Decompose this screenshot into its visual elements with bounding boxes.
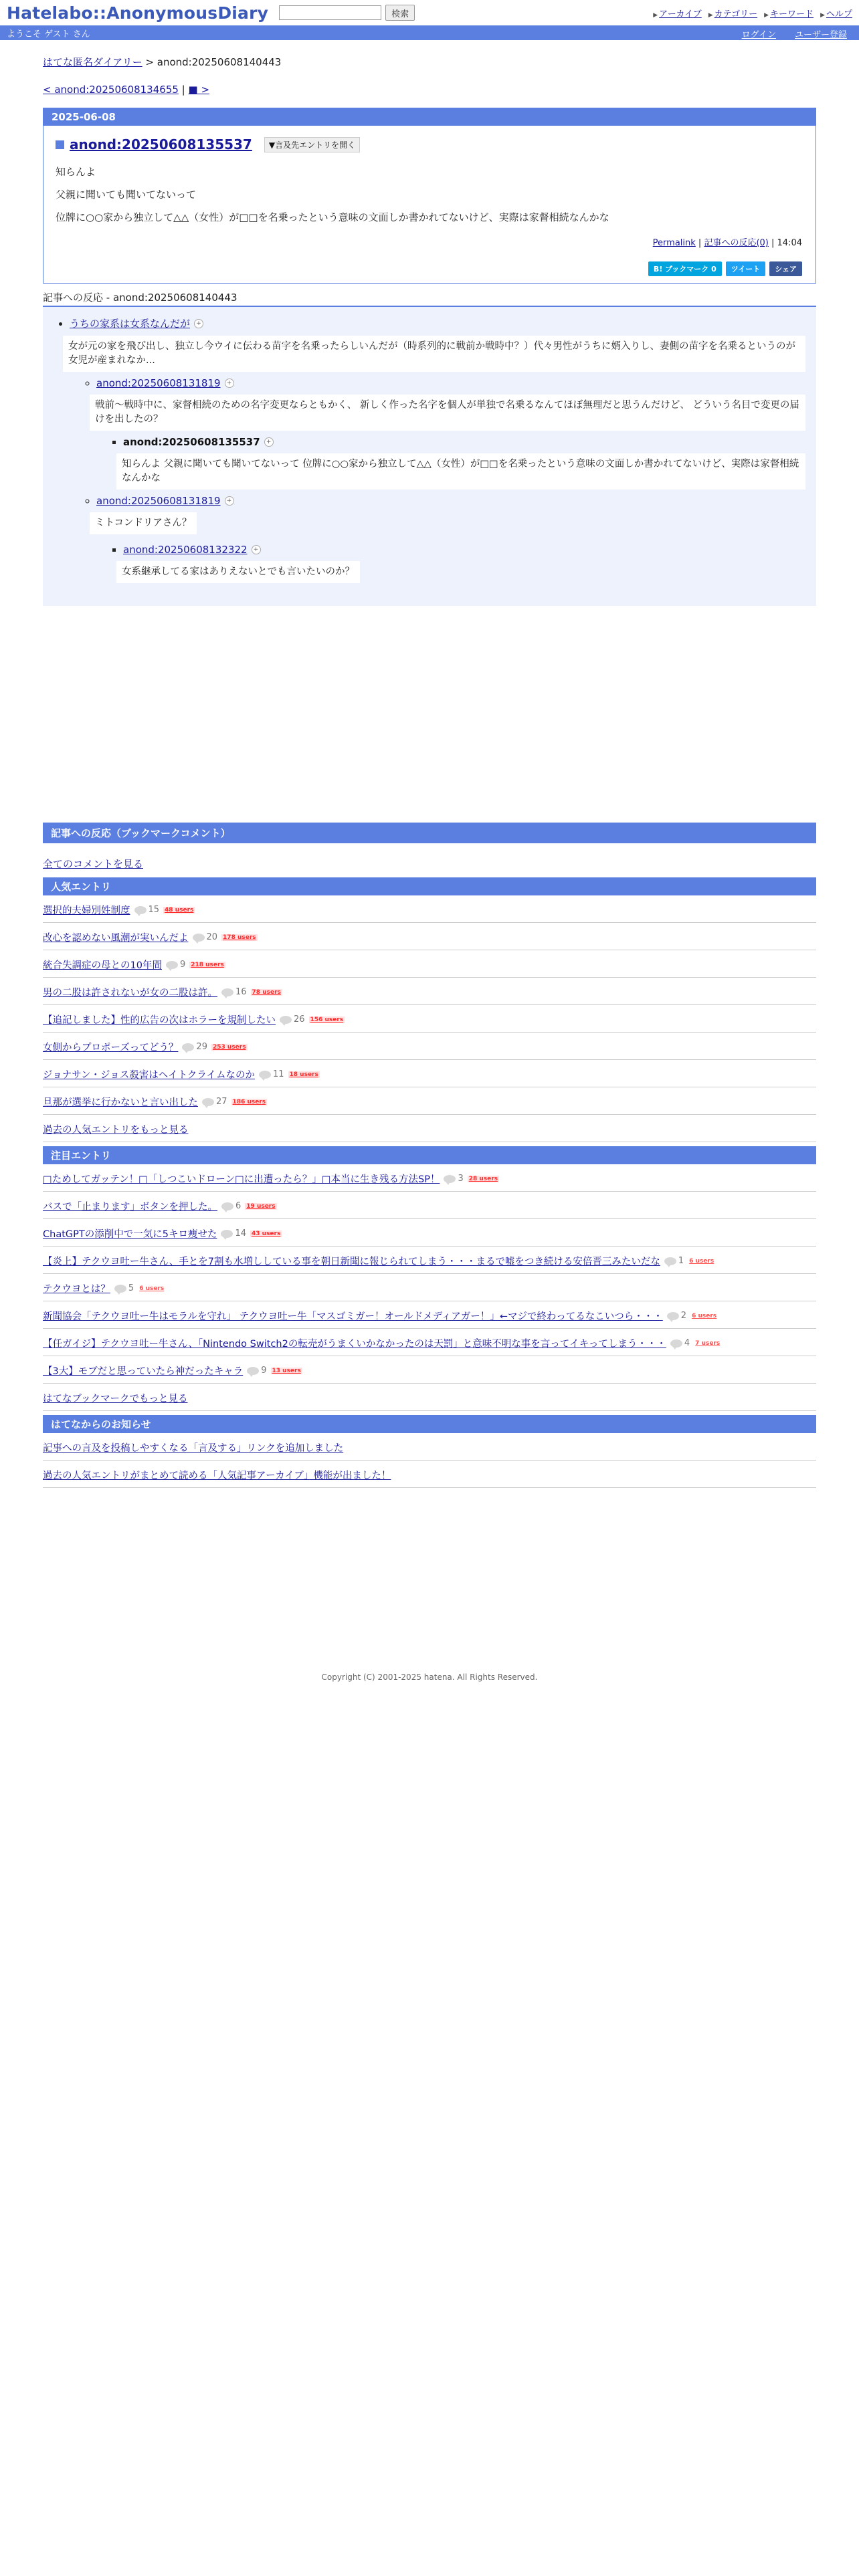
- expand-icon[interactable]: +: [264, 437, 274, 447]
- reaction-text: 戦前〜戦時中に、家督相続のための名字変更ならともかく、 新しく作った名字を個人が単独で名乗るなんてほぼ無理だと思うんだけど、 どういう名目で変更の届けを出したの？: [90, 395, 805, 431]
- users-badge[interactable]: 6 users: [692, 1312, 717, 1319]
- hatena-bookmark-button[interactable]: B! ブックマーク 0: [648, 261, 722, 276]
- comment-count: 3: [458, 1174, 464, 1184]
- list-item: [43, 1005, 816, 1033]
- nav-keyword-link[interactable]: ▶ キーワード: [764, 7, 814, 19]
- comment-count: 9: [261, 1366, 267, 1376]
- bookmark-comments-title: 記事への反応（ブックマークコメント）: [43, 823, 816, 843]
- register-link[interactable]: ユーザー登録: [794, 30, 847, 40]
- reactions-tree: [43, 307, 816, 606]
- users-badge[interactable]: 186 users: [232, 1098, 266, 1105]
- comment-icon: [202, 1098, 214, 1106]
- comment-icon: [444, 1175, 456, 1183]
- list-item: [43, 1301, 816, 1329]
- expand-icon[interactable]: +: [225, 496, 234, 506]
- entry-title-link[interactable]: anond:20250608135537: [70, 136, 252, 152]
- entry-link[interactable]: 選択的夫婦別姓制度: [43, 905, 130, 916]
- expand-icon[interactable]: +: [194, 319, 203, 328]
- comment-count: 11: [272, 1069, 284, 1079]
- all-comments-link[interactable]: 全てのコメントを見る: [43, 858, 144, 870]
- reaction-text: 女が元の家を飛び出し、独立し今ウイに伝わる苗字を名乗ったらしいんだが（時系列的に戦前か戦時中？）代々男性がうちに婿入りし、妻側の苗字を名乗るというのが女児が産まれなか...: [63, 336, 805, 372]
- notable-entries-title: 注目エントリ: [43, 1146, 816, 1164]
- list-item: [43, 923, 816, 950]
- users-badge[interactable]: 28 users: [468, 1175, 498, 1182]
- comment-count: 20: [206, 932, 218, 942]
- users-badge[interactable]: 178 users: [223, 934, 256, 941]
- comment-count: 27: [216, 1097, 227, 1107]
- comment-icon: [247, 1367, 259, 1375]
- breadcrumb-current: anond:20250608140443: [157, 56, 282, 68]
- comment-count: 9: [179, 960, 186, 970]
- entry-date: 2025-06-08: [43, 108, 816, 126]
- comment-icon: [134, 906, 147, 914]
- reaction-text: 知らんよ 父親に聞いても聞いてないって 位牌に○○家から独立して△△（女性）が□□を名乗ったという意味の文面しか書かれてないけど、実際は家督相続なんかな: [116, 453, 805, 490]
- entry-link[interactable]: 【任ガイジ】テクウヨ吐ー牛さん、「Nintendo Switch2の転売がうまくいかなかったのは天罰」と意味不明な事を言ってイキってしまう・・・: [43, 1339, 666, 1350]
- comment-count: 4: [684, 1338, 690, 1348]
- more-notable-link[interactable]: はてなブックマークでもっと見る: [43, 1394, 188, 1404]
- reaction-node-current: [123, 436, 816, 490]
- popular-entries-title: 人気エントリ: [43, 877, 816, 895]
- comment-count: 29: [196, 1042, 207, 1052]
- entry-text: [56, 165, 802, 225]
- comment-count: 15: [148, 905, 160, 915]
- tweet-button[interactable]: ツイート: [726, 261, 765, 276]
- reaction-node: [70, 316, 816, 588]
- next-entry-link[interactable]: ■ >: [188, 84, 210, 96]
- comment-icon: [114, 1285, 126, 1293]
- entry-link[interactable]: バスで「止まります」ボタンを押した。: [43, 1202, 217, 1212]
- entry-paragraph: 位牌に○○家から独立して△△（女性）が□□を名乗ったという意味の文面しか書かれてないけど、実際は家督相続なんかな: [56, 211, 609, 223]
- comment-count: 16: [235, 987, 247, 997]
- list-item: [43, 1060, 816, 1087]
- list-item: [43, 1356, 816, 1384]
- list-item: [43, 1192, 816, 1219]
- comment-count: 26: [294, 1014, 305, 1025]
- top-bar: [0, 0, 859, 25]
- users-badge[interactable]: 18 users: [289, 1071, 318, 1078]
- popular-entries-list: [43, 895, 816, 1142]
- reactions-title: 記事への反応 - anond:20250608140443: [43, 290, 816, 307]
- reaction-link[interactable]: • うちの家系は女系なんだが: [70, 318, 191, 330]
- comment-count: 2: [680, 1311, 687, 1321]
- entry-title-row: [56, 136, 802, 152]
- entry-link[interactable]: 改心を認めない風潮が実いんだよ: [43, 933, 189, 944]
- entry-link[interactable]: □ためしてガッテン！□「しつこいドローン□に出遭ったら？」□本当に生き残る方法SP！: [43, 1174, 440, 1185]
- entry-link[interactable]: 女側からプロポーズってどう？: [43, 1043, 179, 1053]
- pager-separator: |: [178, 84, 189, 96]
- ad-space: [43, 606, 816, 807]
- breadcrumb-root-link[interactable]: はてな匿名ダイアリー: [43, 56, 142, 68]
- breadcrumb-separator: >: [142, 56, 157, 68]
- reaction-node: [123, 544, 816, 588]
- reaction-link[interactable]: ◦ anond:20250608131819: [96, 495, 221, 507]
- reaction-node: [96, 377, 816, 490]
- expand-referenced-button[interactable]: ▼言及先エントリを開く: [264, 137, 360, 152]
- expand-icon[interactable]: +: [225, 379, 234, 388]
- comment-count: 1: [678, 1256, 684, 1266]
- list-item: [43, 978, 816, 1005]
- expand-icon[interactable]: +: [252, 545, 261, 554]
- entry-link[interactable]: 【追記しました】性的広告の次はホラーを規制したい: [43, 1015, 276, 1026]
- notable-entries-list: [43, 1164, 816, 1411]
- entry-paragraph: 知らんよ: [56, 166, 96, 178]
- entry-link[interactable]: 【炎上】テクウヨ吐ー牛さん、手とを7割も水増ししている事を朝日新聞に報じられてしまう・・・まるで嘘をつき続ける安倍晋三みたいだな: [43, 1257, 660, 1267]
- notice-link[interactable]: 過去の人気エントリがまとめて読める「人気記事アーカイブ」機能が出ました！: [43, 1471, 391, 1481]
- facebook-share-button[interactable]: シェア: [769, 261, 802, 276]
- copyright: Copyright (C) 2001-2025 hatena. All Rights Reserved.: [321, 1673, 538, 1682]
- entry-link[interactable]: 【3大】モブだと思っていたら神だったキャラ: [43, 1366, 244, 1377]
- users-badge[interactable]: 156 users: [310, 1016, 344, 1023]
- comment-count: 14: [235, 1228, 246, 1239]
- prev-entry-link[interactable]: < anond:20250608134655: [43, 84, 179, 96]
- reactions-link[interactable]: 記事への反応(0): [704, 238, 769, 248]
- comment-icon: [193, 934, 205, 942]
- list-item: [43, 1164, 816, 1192]
- reaction-text: 女系継承してる家はありえないとでも言いたいのか？: [116, 561, 360, 583]
- entry-link[interactable]: ChatGPTの添削中で一気に5キロ痩せた: [43, 1229, 217, 1240]
- comment-icon: [166, 961, 178, 969]
- list-item: [43, 1087, 816, 1115]
- comment-count: 5: [128, 1283, 134, 1293]
- search-input[interactable]: [279, 5, 381, 20]
- users-badge[interactable]: 43 users: [252, 1230, 281, 1237]
- entry-link[interactable]: 統合失調症の母との10年間: [43, 960, 162, 971]
- list-item: [43, 1219, 816, 1247]
- comment-icon: [182, 1043, 194, 1051]
- entry-link[interactable]: テクウヨとは？: [43, 1284, 110, 1295]
- top-nav: [653, 7, 852, 19]
- reaction-link[interactable]: ▪ anond:20250608132322: [123, 544, 248, 556]
- main-content: [43, 55, 816, 1682]
- welcome-text: ようこそ ゲスト さん: [7, 29, 90, 39]
- list-item: [43, 1329, 816, 1356]
- nav-help-link[interactable]: ▶ ヘルプ: [820, 7, 852, 19]
- notices-title: はてなからのお知らせ: [43, 1415, 816, 1433]
- users-badge[interactable]: 253 users: [212, 1043, 246, 1051]
- entry-link[interactable]: 男の二股は許されないが女の二股は許。: [43, 988, 217, 998]
- more-popular-link[interactable]: 過去の人気エントリをもっと見る: [43, 1125, 189, 1136]
- comment-icon: [670, 1339, 682, 1348]
- square-icon: [56, 140, 64, 149]
- nav-archive-link[interactable]: ▶ アーカイブ: [653, 7, 702, 19]
- notice-link[interactable]: 記事への言及を投稿しやすくなる「言及する」リンクを追加しました: [43, 1443, 344, 1454]
- entry-link[interactable]: ジョナサン・ジョス殺害はヘイトクライムなのか: [43, 1070, 255, 1081]
- site-logo[interactable]: Hatelabo::AnonymousDiary: [7, 3, 269, 23]
- list-item: [43, 895, 816, 923]
- login-link[interactable]: ログイン: [741, 30, 776, 40]
- users-badge[interactable]: 48 users: [165, 906, 194, 914]
- reaction-link[interactable]: ◦ anond:20250608131819: [96, 377, 221, 389]
- list-item: [43, 950, 816, 978]
- comment-icon: [280, 1016, 292, 1024]
- entry-section: [43, 108, 816, 284]
- search-button[interactable]: 検索: [385, 5, 415, 21]
- current-entry-label: ▪ anond:20250608135537: [123, 436, 260, 448]
- users-badge[interactable]: 19 users: [246, 1202, 276, 1210]
- permalink[interactable]: Permalink: [652, 238, 696, 248]
- users-badge[interactable]: 13 users: [272, 1367, 301, 1374]
- reaction-text: ミトコンドリアさん？: [90, 512, 197, 534]
- entry-link[interactable]: 新聞協会「テクウヨ吐ー牛はモラルを守れ」 テクウヨ吐ー牛「マスゴミガー！オールドメディアガー！」←マジで終わってるなこいつら・・・: [43, 1311, 663, 1322]
- share-buttons: [56, 261, 802, 276]
- entry-time: 14:04: [777, 238, 802, 248]
- entry-link[interactable]: 旦那が選挙に行かないと言い出した: [43, 1097, 198, 1108]
- comment-icon: [221, 1202, 233, 1210]
- list-item: [43, 1274, 816, 1301]
- notices-list: [43, 1433, 816, 1488]
- users-badge[interactable]: 6 users: [689, 1257, 714, 1265]
- user-bar: [0, 25, 859, 40]
- comment-count: 6: [235, 1201, 242, 1211]
- breadcrumb: [43, 55, 816, 69]
- users-badge[interactable]: 6 users: [139, 1285, 165, 1292]
- users-badge[interactable]: 218 users: [191, 961, 224, 968]
- entry-paragraph: 父親に聞いても聞いてないって: [56, 189, 197, 201]
- nav-category-link[interactable]: ▶ カテゴリー: [708, 7, 757, 19]
- comment-icon: [221, 988, 233, 996]
- entry-footer: Permalink | 記事への反応(0) | 14:04: [652, 238, 802, 248]
- comment-icon: [664, 1257, 676, 1265]
- entry-pager: [43, 84, 816, 96]
- reaction-node: [96, 495, 816, 588]
- comment-icon: [667, 1312, 679, 1320]
- users-badge[interactable]: 78 users: [252, 988, 281, 996]
- comment-icon: [259, 1071, 271, 1079]
- list-item: [43, 1033, 816, 1060]
- comment-icon: [221, 1230, 233, 1238]
- list-item: [43, 1247, 816, 1274]
- users-badge[interactable]: 7 users: [695, 1339, 721, 1347]
